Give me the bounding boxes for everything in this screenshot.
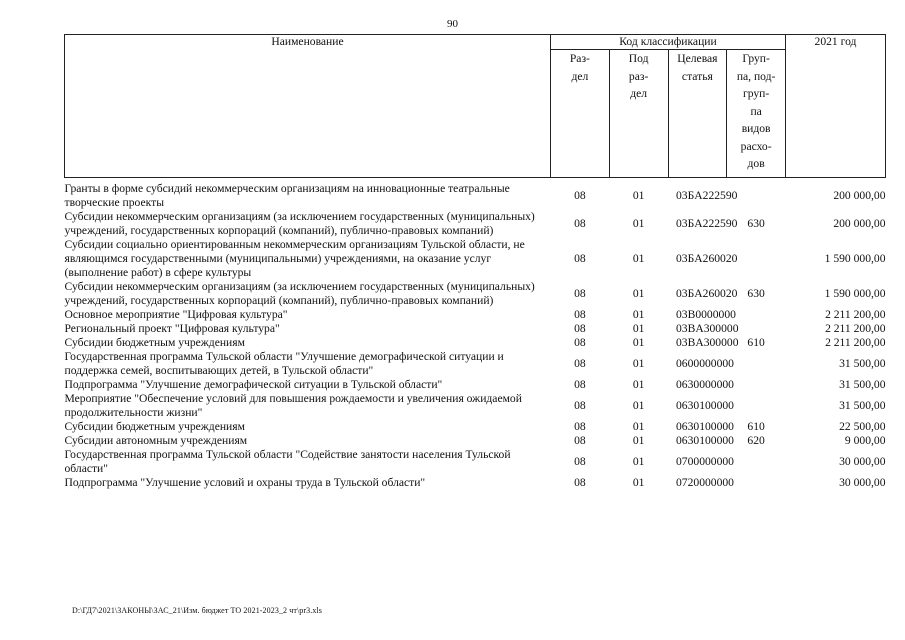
- row-name: Субсидии некоммерческим организациям (за исключением государственных (муниципальных) учреждений, государственных корпораций (компаний), публично-правовых компаний): [64, 210, 535, 237]
- row-amount: 31 500,00: [839, 378, 886, 391]
- row-target: [668, 182, 738, 210]
- row-target-direction: 00000: [709, 336, 739, 349]
- table-row: [65, 434, 886, 448]
- table-row: [65, 322, 886, 336]
- row-amount: 22 500,00: [839, 420, 886, 433]
- row-target-event: А2: [694, 189, 709, 202]
- row-podrazdel: 01: [632, 455, 645, 468]
- table-row: [65, 448, 886, 476]
- row-target-program: 06: [676, 357, 688, 370]
- row-razdel: 08: [574, 308, 586, 321]
- row-target-event: А2: [694, 217, 709, 230]
- row-name: Региональный проект "Цифровая культура": [64, 322, 280, 335]
- table-row: [65, 280, 886, 308]
- row-target-program: 03: [676, 287, 688, 300]
- row-name: Подпрограмма "Улучшение условий и охраны труда в Тульской области": [64, 476, 426, 489]
- row-target-program: 07: [676, 476, 688, 489]
- row-razdel: 08: [574, 252, 586, 265]
- row-target-subprogram: 3: [687, 420, 694, 433]
- row-razdel: 08: [574, 476, 586, 489]
- row-target: [668, 322, 739, 336]
- row-group: [727, 392, 786, 420]
- row-name: Основное мероприятие "Цифровая культура": [64, 308, 288, 321]
- row-podrazdel: 01: [632, 217, 645, 230]
- table-row: [65, 210, 886, 238]
- row-amount: 200 000,00: [833, 189, 886, 202]
- header-group: Груп- па, под- груп- па видов расхо- дов: [727, 50, 786, 178]
- row-podrazdel: 01: [632, 378, 645, 391]
- row-target: [668, 392, 734, 420]
- row-group: 610: [747, 336, 765, 349]
- row-target: [668, 476, 734, 490]
- row-name: Подпрограмма "Улучшение демографической ситуации в Тульской области": [64, 378, 443, 391]
- page-number: 90: [447, 18, 458, 30]
- row-target-event: 00: [693, 476, 705, 489]
- row-podrazdel: 01: [632, 322, 645, 335]
- row-target-subprogram: Б: [687, 217, 695, 230]
- row-target: [668, 238, 738, 280]
- row-podrazdel: 01: [632, 287, 645, 300]
- row-target: [668, 434, 734, 448]
- row-amount: 1 590 000,00: [824, 252, 886, 265]
- table-body: [65, 178, 886, 491]
- row-target: [668, 350, 734, 378]
- row-razdel: 08: [574, 434, 586, 447]
- row-target-direction: 00000: [704, 399, 734, 412]
- row-group: [727, 378, 786, 392]
- row-razdel: 08: [574, 357, 586, 370]
- row-podrazdel: 01: [632, 189, 645, 202]
- table-row: [65, 378, 886, 392]
- row-podrazdel: 01: [632, 476, 645, 489]
- table-row: [65, 238, 886, 280]
- table-row: [65, 350, 886, 378]
- row-target: [668, 378, 734, 392]
- row-target-subprogram: 2: [687, 476, 694, 489]
- row-podrazdel: 01: [632, 336, 645, 349]
- row-group: 630: [747, 217, 765, 230]
- row-name: Субсидии бюджетным учреждениям: [64, 336, 245, 349]
- row-target-subprogram: Б: [687, 287, 695, 300]
- row-target: [668, 448, 734, 476]
- row-target: [668, 336, 739, 350]
- row-target-subprogram: 3: [687, 399, 694, 412]
- row-target-direction: 60020: [708, 252, 738, 265]
- row-target-program: 03: [676, 217, 688, 230]
- row-target-program: 07: [676, 455, 688, 468]
- row-target-direction: 22590: [708, 189, 738, 202]
- row-name: Субсидии некоммерческим организациям (за исключением государственных (муниципальных) учреждений, государственных корпораций (компаний), публично-правовых компаний): [64, 280, 535, 307]
- row-target-program: 06: [676, 378, 688, 391]
- row-target-subprogram: В: [687, 308, 696, 321]
- row-group: 620: [747, 434, 765, 447]
- row-name: Мероприятие "Обеспечение условий для повышения рождаемости и увеличения ожидаемой продолжительности жизни": [64, 392, 522, 419]
- row-target-subprogram: 3: [687, 378, 694, 391]
- row-target-program: 06: [676, 420, 688, 433]
- row-group: [727, 476, 786, 490]
- row-target-subprogram: Б: [687, 252, 695, 265]
- row-amount: 1 590 000,00: [824, 287, 886, 300]
- row-target: [668, 280, 738, 308]
- row-target-direction: 00000: [704, 434, 734, 447]
- row-target: [668, 420, 734, 434]
- row-group: 630: [747, 287, 765, 300]
- row-amount: 2 211 200,00: [825, 322, 886, 335]
- header-razdel: Раз- дел: [551, 50, 610, 178]
- row-target-direction: 22590: [708, 217, 738, 230]
- row-podrazdel: 01: [632, 399, 645, 412]
- row-target-event: 01: [693, 399, 705, 412]
- row-amount: 200 000,00: [833, 217, 886, 230]
- row-razdel: 08: [574, 336, 586, 349]
- row-name: Субсидии автономным учреждениям: [64, 434, 248, 447]
- row-target-direction: 60020: [708, 287, 738, 300]
- row-amount: 31 500,00: [839, 357, 886, 370]
- row-target-direction: 00000: [704, 455, 734, 468]
- table-row: [65, 392, 886, 420]
- row-target-subprogram: В: [687, 322, 696, 335]
- row-target-event: А2: [694, 287, 709, 300]
- row-target-event: 00: [693, 378, 705, 391]
- row-target-direction: 00000: [704, 378, 734, 391]
- row-razdel: 08: [574, 378, 586, 391]
- row-target-event: 01: [693, 434, 705, 447]
- row-razdel: 08: [574, 287, 586, 300]
- table-row: [65, 476, 886, 490]
- row-target: [668, 210, 738, 238]
- row-amount: 2 211 200,00: [825, 336, 886, 349]
- row-target-subprogram: Б: [687, 189, 695, 202]
- row-name: Субсидии бюджетным учреждениям: [64, 420, 245, 433]
- row-target-event: 00: [695, 308, 707, 321]
- row-target-direction: 00000: [704, 420, 734, 433]
- row-amount: 30 000,00: [839, 455, 886, 468]
- header-name: Наименование: [65, 35, 551, 178]
- row-target-event: 00: [693, 455, 705, 468]
- row-razdel: 08: [574, 189, 586, 202]
- file-path-footer: D:\ГД7\2021\ЗАКОНЫ\ЗАС_21\Изм. бюджет ТО 2021-2023_2 чт\pr3.xls: [72, 606, 322, 615]
- row-group: 610: [747, 420, 765, 433]
- row-amount: 9 000,00: [844, 434, 886, 447]
- row-podrazdel: 01: [632, 252, 645, 265]
- row-name: Субсидии социально ориентированным некоммерческим организациям Тульской области, не являющимся государственными (муниципальными) учреждениями, на оказание услуг (выполнение работ) в сфере культуры: [64, 238, 525, 279]
- row-razdel: 08: [574, 322, 586, 335]
- row-target-event: 01: [693, 420, 705, 433]
- row-podrazdel: 01: [632, 434, 645, 447]
- row-target-program: 03: [676, 189, 688, 202]
- row-podrazdel: 01: [632, 308, 645, 321]
- row-target-subprogram: 0: [687, 455, 694, 468]
- table-header: [65, 35, 886, 178]
- table-row: [65, 182, 886, 210]
- row-target-subprogram: 3: [687, 434, 694, 447]
- row-razdel: 08: [574, 455, 586, 468]
- row-target-direction: 00000: [706, 308, 736, 321]
- row-amount: 2 211 200,00: [825, 308, 886, 321]
- budget-table: [64, 34, 886, 490]
- row-name: Государственная программа Тульской области "Улучшение демографической ситуации и поддержка семей, воспитывающих детей, в Тульской области": [64, 350, 504, 377]
- row-target-direction: 00000: [709, 322, 739, 335]
- header-target: Целевая статья: [668, 50, 727, 178]
- row-podrazdel: 01: [632, 357, 645, 370]
- row-target-event: А3: [695, 322, 710, 335]
- row-target-program: 03: [676, 322, 688, 335]
- row-name: Государственная программа Тульской области "Содействие занятости населения Тульской области": [64, 448, 511, 475]
- row-target-event: А3: [695, 336, 710, 349]
- row-target-event: 00: [693, 357, 705, 370]
- row-target-direction: 00000: [704, 476, 734, 489]
- row-target-program: 03: [676, 336, 688, 349]
- row-target-event: А2: [694, 252, 709, 265]
- row-razdel: 08: [574, 420, 586, 433]
- row-amount: 30 000,00: [839, 476, 886, 489]
- row-group: [727, 448, 786, 476]
- row-target-direction: 00000: [704, 357, 734, 370]
- row-amount: 31 500,00: [839, 399, 886, 412]
- row-name: Гранты в форме субсидий некоммерческим организациям на инновационные театральные творческие проекты: [64, 182, 510, 209]
- row-target-subprogram: В: [687, 336, 696, 349]
- row-podrazdel: 01: [632, 420, 645, 433]
- row-target-subprogram: 0: [687, 357, 694, 370]
- row-target-program: 06: [676, 399, 688, 412]
- table-row: [65, 308, 886, 322]
- row-group: [727, 350, 786, 378]
- row-target-program: 03: [676, 252, 688, 265]
- row-razdel: 08: [574, 217, 586, 230]
- row-target-program: 06: [676, 434, 688, 447]
- row-target-program: 03: [676, 308, 688, 321]
- row-razdel: 08: [574, 399, 586, 412]
- table-row: [65, 420, 886, 434]
- header-classification: Код классификации: [551, 35, 786, 50]
- row-target: [668, 308, 736, 322]
- header-podrazdel: Под раз- дел: [609, 50, 668, 178]
- header-year: 2021 год: [786, 35, 886, 178]
- table-row: [65, 336, 886, 350]
